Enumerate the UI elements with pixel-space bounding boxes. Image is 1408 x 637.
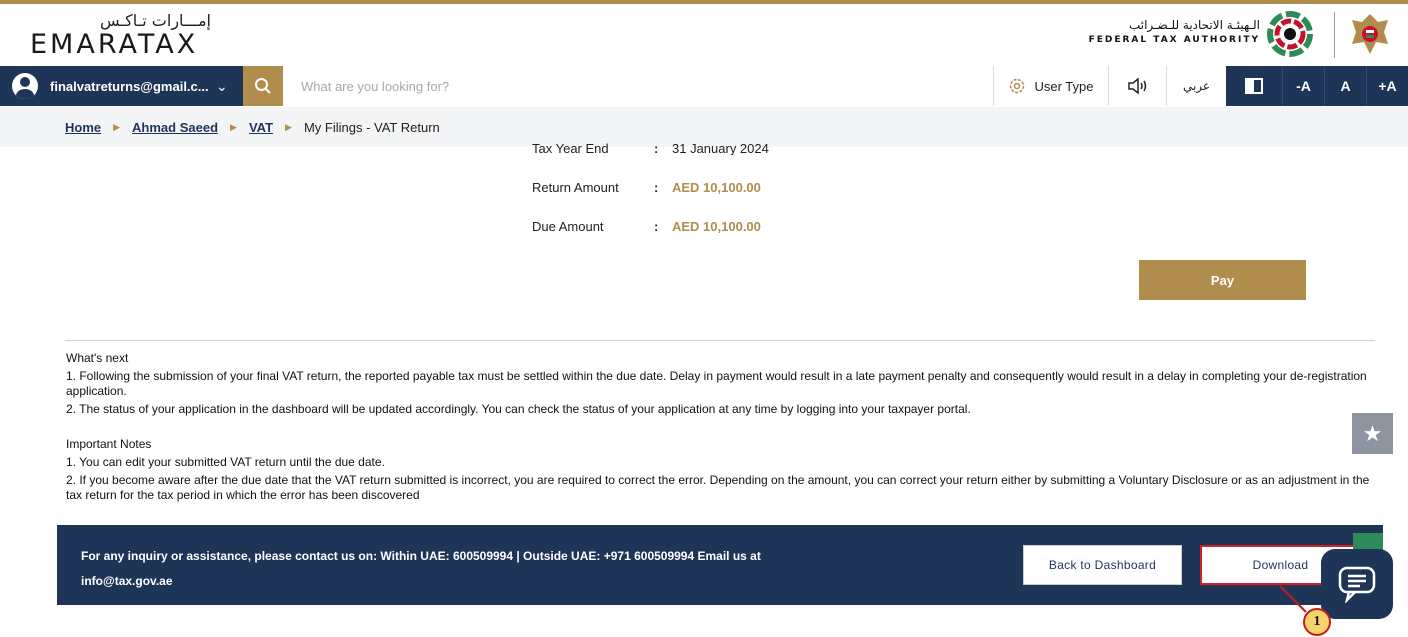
text-to-speech-button[interactable] xyxy=(1108,66,1166,106)
important-note-item: 2. If you become aware after the due date that the VAT return submitted is incorrect, you are required to correct the error. Depending on the amount, you can correct your return either by submitting a Voluntary Disclosure or as an adjustment in the tax return for the tax period in which the error has been discovered xyxy=(66,473,1370,502)
tax-year-end-value: 31 January 2024 xyxy=(672,141,769,155)
user-type-label: User Type xyxy=(1034,78,1094,94)
tax-year-end-label: Tax Year End xyxy=(532,141,609,155)
download-button[interactable]: Download xyxy=(1200,545,1361,585)
uae-emblem-icon xyxy=(1348,10,1392,60)
font-decrease-button[interactable]: -A xyxy=(1282,66,1324,106)
breadcrumb-separator-icon: ▶ xyxy=(285,121,292,132)
important-note-item: 1. You can edit your submitted VAT return until the due date. xyxy=(66,455,385,469)
account-email: finalvatreturns@gmail.c... xyxy=(50,78,209,94)
colon: : xyxy=(654,180,659,195)
search-button[interactable] xyxy=(243,66,283,106)
language-arabic-button[interactable]: عربي xyxy=(1166,66,1226,106)
search-icon xyxy=(254,77,272,95)
whats-next-heading: What's next xyxy=(66,351,129,365)
fta-english-name: FEDERAL TAX AUTHORITY xyxy=(1088,35,1260,45)
favorite-star-icon[interactable]: ★ xyxy=(1352,413,1393,454)
chat-bubble-icon xyxy=(1337,565,1377,603)
section-divider xyxy=(65,340,1375,341)
logo-arabic-text: إمـــارات تـاكـس xyxy=(100,11,211,30)
pay-button[interactable]: Pay xyxy=(1139,260,1306,300)
fta-arabic-name: الـهيئـة الاتحادية للـضـرائب xyxy=(1128,18,1260,32)
user-type-button[interactable] xyxy=(993,66,1108,106)
font-normal-button[interactable]: A xyxy=(1324,66,1366,106)
font-increase-button[interactable]: +A xyxy=(1366,66,1408,106)
chat-support-button[interactable] xyxy=(1321,549,1393,619)
breadcrumb-separator-icon: ▶ xyxy=(230,121,237,132)
chevron-down-icon: ⌄ xyxy=(216,77,228,94)
breadcrumb-current: My Filings - VAT Return xyxy=(303,119,440,135)
fta-emblem-icon xyxy=(1266,10,1314,58)
contrast-icon xyxy=(1245,78,1263,94)
whats-next-item: 2. The status of your application in the dashboard will be updated accordingly. You can check the status of your application at any time by logging into your taxpayer portal. xyxy=(66,402,971,416)
account-menu[interactable] xyxy=(0,66,243,106)
site-header xyxy=(0,4,1408,66)
user-avatar-icon xyxy=(12,73,38,99)
whats-next-item: 1. Following the submission of your final VAT return, the reported payable tax must be settled within the due date. Delay in payment would result in a late payment penalty and consequently would result in a delay in completing your de-registration application. xyxy=(66,369,1367,398)
gear-icon xyxy=(1008,77,1026,95)
main-content xyxy=(57,141,1383,525)
due-amount-value: AED 10,100.00 xyxy=(672,219,761,234)
speaker-icon xyxy=(1127,77,1149,95)
breadcrumb-vat[interactable]: VAT xyxy=(248,119,274,135)
breadcrumb-separator-icon: ▶ xyxy=(113,121,121,132)
important-notes-heading: Important Notes xyxy=(66,437,152,451)
colon: : xyxy=(654,141,659,155)
return-amount-row xyxy=(532,180,761,195)
back-to-dashboard-button[interactable]: Back to Dashboard xyxy=(1023,545,1182,585)
header-divider xyxy=(1334,12,1335,58)
tax-year-end-row xyxy=(532,141,769,155)
breadcrumb-ahmad-saeed[interactable]: Ahmad Saeed xyxy=(132,119,219,135)
due-amount-row xyxy=(532,219,761,234)
footer-bar xyxy=(57,525,1383,605)
return-amount-label: Return Amount xyxy=(532,180,619,195)
breadcrumb-home[interactable]: Home xyxy=(65,119,102,135)
search-input[interactable] xyxy=(283,66,993,106)
colon: : xyxy=(654,219,659,234)
contrast-toggle-button[interactable] xyxy=(1226,66,1282,106)
emaratax-logo[interactable]: EMARATAX xyxy=(30,29,199,60)
step-callout-badge: 1 xyxy=(1303,608,1331,636)
top-navbar xyxy=(0,66,1408,106)
contact-info-text: For any inquiry or assistance, please contact us on: Within UAE: 600509994 | Outside UAE: +971 600509994 Email us at info@tax.gov.ae xyxy=(81,549,761,588)
notes-section xyxy=(66,351,1376,506)
return-amount-value: AED 10,100.00 xyxy=(672,180,761,195)
due-amount-label: Due Amount xyxy=(532,219,604,234)
fta-logo-text xyxy=(1089,18,1260,45)
